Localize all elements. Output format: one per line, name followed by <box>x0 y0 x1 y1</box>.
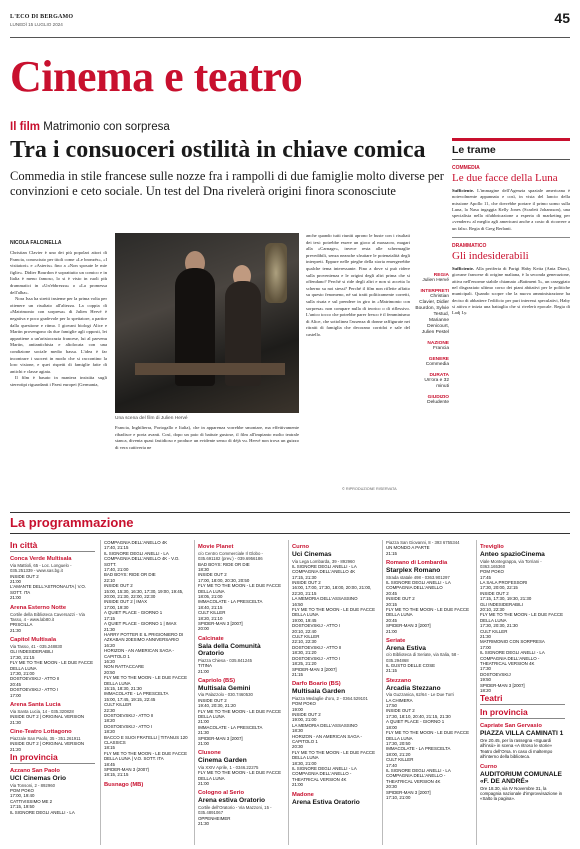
film-title: IL SIGNORE DEGLI ANELLI - LA COMPAGNIA DELL'ANELLO 4K - V.O. SOTT. <box>104 550 180 567</box>
info-value: Commedia <box>425 362 449 367</box>
info-label: GIUDIZIO <box>427 395 449 400</box>
info-label: REGIA <box>433 273 449 278</box>
venue-address: Piazza Medaglie d'oro, 2 - 0364.529101 <box>292 695 368 701</box>
film-title: CULT KILLER <box>480 628 508 634</box>
showtimes: 19:00, 19:45 <box>292 617 317 623</box>
film-title: OPPENHEIMER <box>198 815 231 821</box>
venue-address: Via Guzzanica, 62/64 - Le Due Torri <box>386 692 454 698</box>
film-title: HORIZON - AN AMERICAN SAGA - CAPITOLO 1 <box>104 648 175 659</box>
film-title: COMPAGNIA DELL'ANELLO 4K <box>104 540 168 545</box>
article-paragraph: Il film è basato in maniera insistita sugli stereotipi riguardanti i Paesi europei (Germania, <box>10 375 107 387</box>
venue-location: Calcinate <box>198 635 224 642</box>
photo-table <box>135 363 285 375</box>
listings-column <box>104 540 189 789</box>
venue-location: Capriolo (BS) <box>198 677 236 684</box>
film-title: SPIDER-MAN 3 [2007] <box>292 666 337 672</box>
venue-location: Clusone <box>198 750 221 757</box>
film-title: IMMACOLATE - LA PRESCELTA <box>104 691 169 697</box>
film-title: POM POKO <box>10 788 34 793</box>
venue-address: Via Lega Lombarda, 39 - 892960 <box>292 558 355 564</box>
venue-name: Multisala Garden <box>292 688 346 696</box>
venue-address: Via Tasso, 41 - 035.248830 <box>10 644 63 650</box>
film-title: CULT KILLER <box>198 610 226 616</box>
listings-column <box>198 540 283 826</box>
showtimes: 16:50 <box>292 601 303 607</box>
showtimes: 22:30 <box>104 707 115 713</box>
showtimes: 18:30, 21:00 <box>292 760 317 766</box>
film-title: INSIDE OUT 2 | ORIGINAL VERSION <box>10 714 85 720</box>
film-title: IL SIGNORE DEGLI ANELLI - LA COMPAGNIA DELL'ANELLO - THEATRICAL VERSION 4K <box>386 767 451 784</box>
showtimes: 18:15, 21:15 <box>104 772 129 778</box>
venue-address: Via XXIV Aprile, 1 - 0346.22275 <box>198 764 259 770</box>
showtimes: 21:30 <box>198 730 209 736</box>
showtimes: 17:30 <box>480 666 491 672</box>
column-separator <box>194 540 195 845</box>
showtimes: 17:45 <box>480 574 491 580</box>
showtimes: 21:00 <box>198 741 209 747</box>
plot-verdict: Sufficiente. <box>452 266 475 272</box>
venue-address: Via Tonsoni, 2 - 892960 <box>10 782 55 788</box>
film-title: SPIDER-MAN 3 [2007] <box>198 735 243 741</box>
showtimes: 17:30, 20:00, 22:15 <box>480 585 518 591</box>
plot-film-title: Le due facce della Luna <box>452 172 558 184</box>
article-paragraph: Nora Issa ha stretti insieme per la prima volta per ottenere un risultato all'altezza. La coppia di «Matrimonio con sorpresa» di Julien Hervé è negativa e poco gradevole per lo spettatore, a partire dalla questione e ritmo. I giovani biologi Alice e Martin provengono da due famiglie agli opposti, lei appartiene a un'aristocrazia francese, lui al parvenu Martin, antiantichista e altolocata con una condizione sociale medio bassa. L'idea è far incontrare i suoceri in modo che si raccontino la loro visione, e quei rispetti di famiglie fatte di antichi e classe agiata. <box>10 296 107 374</box>
film-title: IL SIGNORE DEGLI ANELLI - LA COMPAGNIA DELL'ANELLO - THEATRICAL VERSION 4K <box>480 650 545 666</box>
listings-column <box>386 540 471 800</box>
film-title: SPIDER-MAN 3 [2007] <box>480 682 525 688</box>
venue-address: Strada statale 498 - 0363.901297 <box>386 574 450 580</box>
film-title: IL SIGNORE DEGLI ANELLI - LA <box>10 809 75 815</box>
showtimes: 21:15 <box>292 671 303 677</box>
showtimes: 18:00 <box>386 724 397 730</box>
film-title: L'AMANTE DELL'ASTRONAUTA | V.O. SOTT. ITA <box>10 584 87 595</box>
showtimes: 17:40 <box>386 762 397 768</box>
showtimes: 21:00 <box>198 781 209 787</box>
venue-location: Darfo Boario (BS) <box>292 681 341 688</box>
showtimes: 20:45 <box>386 617 397 623</box>
venue-address: Viale Montegrappa, via Torriani - 0363.165360 <box>480 558 542 569</box>
film-title: IL SIGNORE DEGLI ANELLI - LA COMPAGNIA DELL'ANELLO - THEATRICAL VERSION 4K <box>292 766 357 782</box>
film-title: INSIDE OUT 2 | IMAX <box>104 599 148 605</box>
venue-location: Movie Planet <box>198 544 234 550</box>
showtimes: 17:30, 21:15 <box>10 654 35 660</box>
listings-header <box>10 512 570 534</box>
showtimes: 22:10 <box>104 577 115 583</box>
film-title: UN MONDO A PARTE <box>386 545 430 551</box>
showtimes: 17:30, 20:50 <box>386 740 411 746</box>
plots-title: Le trame <box>452 144 570 160</box>
showtimes: 17:15, 19:50 <box>10 804 35 810</box>
venue-address: Piazza Chiesa - 035.841245 <box>198 657 252 663</box>
venue-name: AUDITORIUM COMUNALE «F. DE ANDRÉ» <box>480 770 562 786</box>
showtimes: 19:50 <box>480 677 491 683</box>
info-label: NAZIONE <box>427 341 449 346</box>
film-title: A QUIET PLACE - GIORNO 1 <box>104 610 163 616</box>
film-title: INSIDE OUT 2 <box>10 573 39 579</box>
film-title: FLY ME TO THE MOON - LE DUE FACCE DELLA LUNA <box>292 607 376 618</box>
info-value: Christian Clavier, Didier Bourdon, Sylvie Testud, Marianne Denicourt, Julien Pestel <box>415 294 449 335</box>
film-title: DOSTOEVSKIJ - ATTO I <box>292 655 341 661</box>
plot-verdict: Sufficiente. <box>452 188 475 193</box>
venue-location: Arena Esterno Notte <box>10 604 67 611</box>
venue-name: Uci Cinemas <box>292 551 332 558</box>
film-title: FLY ME TO THE MOON - LE DUE FACCE DELLA LUNA <box>386 606 470 618</box>
showtimes: 17:50 <box>386 703 397 709</box>
film-title: POM POKO <box>480 569 504 575</box>
showtimes: 20:15 <box>386 601 397 607</box>
showtimes: 20:10, 22:40 <box>292 628 317 634</box>
venue-location: Curno <box>480 763 498 770</box>
plot-film-title: Gli indesiderabili <box>452 250 529 263</box>
venue-name: Cinema Garden <box>198 757 247 765</box>
venue-location: Busnago (MB) <box>104 781 144 788</box>
venue-address: Piazza San Giovanni, 8 - 393 6755344 <box>386 540 460 545</box>
film-title: INSIDE OUT 2 <box>104 583 133 589</box>
showtimes: 20:45 <box>386 590 397 596</box>
showtimes: 17:30, 18:10, 20:40, 21:15, 21:30 <box>386 713 451 719</box>
venue-address: Via Santa Lucia, 14 - 035.320828 <box>10 708 74 714</box>
film-title: Ore 18.30, via IV Novembre 31, la compagnia nazionale d'improvvisazione in «Salto la pagina». <box>480 785 563 802</box>
film-title: TITINA <box>198 663 212 669</box>
showtimes: 17:00, 19:40 <box>10 793 35 799</box>
article-column-2: Francia, Inghilterra, Portogallo e Italia), che in apparenza vorrebbe smontare, ma effettivamente ribadisce e porta avanti. Così, dopo un paio di battute gustose, il film all'impianto molto teatrale stanca, diventa quasi fastidioso e produce un evidente senso di déjà vu. Hervé non trova un guizzo di vera cattiveria ne <box>115 425 299 450</box>
film-title: INSIDE OUT 2 | ORIGINAL VERSION <box>10 741 85 747</box>
film-title: CULT KILLER <box>386 757 414 763</box>
area-heading: In provincia <box>480 707 565 719</box>
venue-address: c/o Biblioteca di Seriate, via Italia, 58 - 035.294868 <box>386 652 459 663</box>
showtimes: 18:05, 21:00 <box>198 594 223 600</box>
showtimes: 19:00, 21:00 <box>292 717 317 723</box>
showtimes: 16:20 <box>104 658 115 664</box>
showtimes: 15:00, 15:30, 16:30, 17:30, 19:00, 19:45, 20:00, 21:30, 22:00, 22:30 <box>104 588 184 600</box>
venue-address: c/o Centro Commerciale Il Globo - 035.691182 (prev.) - 039.6956186 <box>198 551 263 562</box>
venue-location: Treviglio <box>480 544 504 550</box>
showtimes: 17:30, 21:00 <box>10 670 35 676</box>
info-label: DURATA <box>429 373 449 378</box>
column-separator <box>100 540 101 845</box>
rubric-text: Matrimonio con sorpresa <box>43 121 170 133</box>
film-title: LA SALA PROFESSORI <box>480 579 528 585</box>
page-number: 45 <box>554 10 570 26</box>
film-title: SPIDER-MAN 3 [2007] <box>386 789 431 795</box>
showtimes: 19:00 <box>292 706 303 712</box>
showtimes: 19:40, 20:30, 21:20 <box>198 703 236 709</box>
plot-body: Alla periferia di Parigi Haby Keita (Anta Diaw), giovane francese di origine maliana, è la seconda generazione, attiva nell'enorme stabile chiamato «Batiment 5», un caseggiato nel disgraziato ultimo corso dei piani abitativi per le politiche municipali. Quando scopre che la nuova amministrazione ha deciso di abbattere l'edificio per puri interessi speculativi, Haby si attiva e inizia una battaglia che si rivelerà epocale. Regia di Ladj Ly. <box>452 266 570 316</box>
showtimes: 21:00 <box>386 628 397 634</box>
film-title: FLY ME TO THE MOON - LE DUE FACCE DELLA LUNA <box>480 612 564 623</box>
film-title: SPIDER-MAN 3 [2007] <box>198 621 243 627</box>
photo-lamp <box>265 243 287 303</box>
showtimes: 21:00 <box>198 668 209 674</box>
venue-address: Piazzale San Paolo, 35 - 351.261911 <box>10 736 81 742</box>
film-title: INSIDE OUT 2 <box>198 697 227 703</box>
masthead <box>10 8 570 38</box>
film-title: INSIDE OUT 2 <box>292 711 321 717</box>
showtimes: 17:40, 21:15 <box>104 545 129 551</box>
venue-name: Arena Estiva Oratorio <box>292 798 360 806</box>
film-title: MATRIMONIO CON SORPRESA <box>480 639 545 645</box>
showtimes: 21:20 <box>10 746 21 752</box>
film-title: INSIDE OUT 2 <box>386 708 415 714</box>
showtimes: 21:00 <box>198 719 209 725</box>
showtimes: 18:30 <box>198 567 209 572</box>
film-title: BAD BOYS: RIDE OR DIE <box>104 572 156 578</box>
showtimes: 21:30 <box>198 820 209 826</box>
venue-location: Stezzano <box>386 677 412 684</box>
film-title: DOSTOEVSKIJ - ATTO I <box>104 723 153 729</box>
showtimes: 21:15 <box>386 550 397 556</box>
venue-location: Conca Verde Multisala <box>10 556 72 562</box>
showtimes: 16:20 <box>104 642 115 648</box>
plots-sidebar <box>452 138 570 316</box>
plot-body: L'immagine dell'Agenzia spaziale americana è notevolmente appannata e così, in vista del lancio della missione Apollo 11, che dovrebbe portare il primo uomo sulla Luna, la Nasa ingaggia Kelly Jones (Scarlett Johansson), una specialista nella rifabbricazione a esperta di marketing per «vendere» al meglio agli americani anche a costo di ricorrere a un falso. Regia di Greg Berlanti. <box>452 188 570 231</box>
showtimes: 17:00, 19:30 <box>104 604 129 610</box>
film-title: DOSTOEVSKIJ <box>480 671 511 677</box>
film-title: INSIDE OUT 2 <box>292 580 321 586</box>
venue-location: Azzano San Paolo <box>10 768 60 775</box>
film-title: A QUIET PLACE - GIORNO 1 <box>386 719 445 725</box>
showtimes: 22:10, 22:30 <box>292 639 317 645</box>
venue-location: Madone <box>292 791 314 798</box>
showtimes: 17:15 <box>104 615 115 621</box>
column-separator <box>382 540 383 845</box>
venue-name: Arena Estiva <box>386 644 426 652</box>
venue-name: Starplex Romano <box>386 567 441 575</box>
film-title: SPIDER-MAN 3 [2007] <box>386 623 431 629</box>
showtimes: 21:30 <box>104 626 115 632</box>
article-column-1 <box>10 250 107 388</box>
showtimes: 18:20 <box>480 688 491 694</box>
area-heading: Teatri <box>480 693 565 705</box>
showtimes: 17:15, 17:30, 19:30, 21:30 <box>480 596 532 602</box>
venue-location: Capriate San Gervasio <box>480 723 542 730</box>
film-title: NON RATTACCARE <box>104 664 145 670</box>
showtimes: 20:50 <box>104 669 115 675</box>
film-title: FLY ME TO THE MOON - LE DUE FACCE DELLA LUNA <box>292 749 376 761</box>
film-title: GLI INDESIDERABILI <box>480 601 523 607</box>
film-title: FLY ME TO THE MOON - LE DUE FACCE DELLA LUNA <box>198 770 282 781</box>
rubric <box>10 121 170 133</box>
film-title: HORIZON - AN AMERICAN SAGA - CAPITOLO 1 <box>292 733 363 744</box>
showtimes: 16:00, 17:00, 17:30, 18:00, 20:00, 21:00, 22:20, 21:15 <box>292 585 372 596</box>
showtimes: 15:00, 17:45, 19:15, 22:45 <box>104 696 156 702</box>
film-title: FLY ME TO THE MOON - LE DUE FACCE DELLA LUNA <box>198 583 282 594</box>
showtimes: 17:00 <box>480 644 491 650</box>
divider <box>452 237 570 238</box>
film-title: HARRY POTTER E IL PRIGIONIERO DI AZKABAN 20ESIMO ANNIVERSARIO <box>104 631 184 643</box>
venue-name: Arcadia Stezzano <box>386 684 441 692</box>
paper-date: LUNEDÌ 15 LUGLIO 2024 <box>10 22 63 27</box>
venue-address: Via Palazzolo - 030.7460530 <box>198 692 253 698</box>
film-title: IMMACOLATE - LA PRESCELTA <box>198 724 263 730</box>
film-title: IL SIGNORE DEGLI ANELLI - LA COMPAGNIA DELL'ANELLO <box>386 579 451 591</box>
film-title: POM POKO <box>292 701 316 707</box>
film-title: CULT KILLER <box>292 634 320 640</box>
venue-location: Cine-Teatro Lottagono <box>10 729 72 736</box>
showtimes: 20:00 <box>198 626 209 632</box>
film-title: Ore 20.45, per la rassegna «Sguardi all'insù» in scena «A ritroso le storie» Teatro dell'Orsa. In caso di maltempo all'interno della biblioteca. <box>480 737 553 760</box>
info-label: GENERE <box>428 357 449 362</box>
venue-name: Anteo spazioCinema <box>480 551 545 558</box>
venue-name: UCI Cinemas Orio <box>10 775 67 783</box>
film-info-box <box>415 268 449 406</box>
info-value: Julien Hervé <box>422 278 449 283</box>
film-title: INSIDE OUT 2 <box>480 590 509 596</box>
showtimes: 20:30 <box>292 744 303 750</box>
listings-column <box>292 540 377 806</box>
showtimes: 18:30 <box>292 728 303 734</box>
info-value: Un'ora e 32 minuti <box>424 378 449 389</box>
plot-text <box>452 266 570 316</box>
showtimes: 17:00, 18:00, 20:30, 20:50 <box>198 577 250 583</box>
rubric-kicker: Il film <box>10 121 41 133</box>
photo-caption: Una scena del film di Julien Hervé <box>115 416 188 421</box>
film-title: SPIDER-MAN 3 (2007) <box>104 767 150 773</box>
showtimes: 21:15 <box>386 668 397 674</box>
venue-address: Cortile dell'Oratorio - Via Mazzoni, 15 - 035.4891067 <box>198 804 272 816</box>
showtimes: 20:10, 22:30 <box>480 606 505 612</box>
film-still-photo <box>115 233 299 413</box>
film-title: LA MEMORIA DELL'ASSASSINO <box>292 722 358 728</box>
film-title: BACCO E SUOI FRATELLI | TITANUS 120 CLASSICS <box>104 734 188 746</box>
headline: Tra i consuoceri ostilità in chiave comica <box>10 137 426 163</box>
venue-name: Arena estiva Oratorio <box>198 797 266 805</box>
section-title: Cinema e teatro <box>10 52 303 101</box>
film-title: LA MEMORIA DELL'ASSASSINO <box>292 596 358 602</box>
column-separator <box>288 540 289 845</box>
showtimes: 21:00 <box>292 782 303 788</box>
showtimes: 18:15 <box>104 745 115 751</box>
listings-title: La programmazione <box>10 515 134 530</box>
showtimes: 18:25, 21:20 <box>292 661 317 667</box>
showtimes: 21:00 <box>10 595 21 601</box>
venue-name: PIAZZA VILLA CAMINATI 1 <box>480 730 564 738</box>
article-column-3: anche quando tutti riuniti aprono le buste con i risultati dei test: potrebbe essere un gioco al massacro, magari alla «Carnage», invece resta alle schermaglie prevedibili, senza neanche sfruttare le potenzialità degli interpreti. Eppure nelle pieghe della storia emergerebbe qualche tema interessante. Fino a dove si può ridere sulla provenienza e le origini degli altri prima che si offendano? Perché si ride degli altri e non si accetta lo scherno su noi stessi? Perché il film non riflette affatto su questo fenomeno, né sui tratti politicamente corretti, sulla risata e sul prendere in giro in «Matrimonio con sorpresa» non compare nulla di teorico o di riflessivo. L'unico tocco che potrebbe parer fresco è il femminismo di Alice, che sottolinea l'assenza di donne raffigurate nei ritratti di famiglia che decorano corridoi e sale del castello. <box>306 233 410 337</box>
venue-name: Sala della Comunità Oratorio <box>198 642 261 658</box>
showtimes: 17:00 <box>10 692 21 698</box>
area-heading: In provincia <box>10 752 95 764</box>
standfirst: Commedia in stile francese sulle nozze fra i rampolli di due famiglie molto diverse per convinzioni e ceto sociale. Un test del Dna rivelerà origini finora sconosciute <box>10 169 444 199</box>
showtimes: 18:40, 21:15 <box>198 604 223 610</box>
film-title: DOSTOEVSKIJ - ATTO II <box>10 676 60 682</box>
venue-location: Seriate <box>386 637 406 644</box>
film-title: FLY ME TO THE MOON - LE DUE FACCE DELLA LUNA | V.O. SOTT. ITA <box>104 750 188 762</box>
showtimes: 20:45 <box>10 681 21 687</box>
film-title: GLI INDESIDERABILI <box>10 649 53 655</box>
genre-label: DRAMMATICO <box>452 243 487 250</box>
film-title: LA CHIMERA <box>386 697 413 703</box>
film-title: CATTIVISSIMO ME 2 <box>10 798 53 804</box>
info-value: Francia <box>433 346 449 351</box>
film-title: DOSTOEVSKIJ - ATTO I <box>292 623 341 629</box>
copyright-note: © RIPRODUZIONE RISERVATA <box>342 487 397 491</box>
film-title: DOSTOEVSKIJ - ATTO I <box>10 687 59 693</box>
venue-address: Via Mattioli, 65 - Loc. Longuelo - 035.251339 - www.sas.bg.it <box>10 563 72 574</box>
film-title: IMMACOLATE - LA PRESCELTA <box>386 746 451 752</box>
listings-column <box>480 540 565 802</box>
film-title: INSIDE OUT 2 <box>198 572 227 578</box>
venue-location: Romano di Lombardia <box>386 560 448 567</box>
showtimes: 21:30 <box>10 627 21 633</box>
film-title: IMMACOLATE - LA PRESCELTA <box>198 599 263 605</box>
paper-name: L'ECO DI BERGAMO <box>10 14 74 20</box>
info-label: INTERPRETI <box>420 289 449 294</box>
film-title: DOSTOEVSKIJ - ATTO II <box>292 644 342 650</box>
film-title: PRISCILLA <box>10 622 33 628</box>
column-separator <box>476 540 477 845</box>
venue-location: Arena Santa Lucia <box>10 701 61 708</box>
showtimes: 17:15, 21:30 <box>292 574 317 580</box>
listings-column <box>10 540 95 815</box>
film-title: INSIDE OUT 2 <box>386 596 415 602</box>
film-title: FLY ME TO THE MOON - LE DUE FACCE DELLA LUNA <box>104 675 188 686</box>
film-title: CULT KILLER <box>104 702 132 708</box>
film-title: IL SIGNORE DEGLI ANELLI - LA COMPAGNIA DELL'ANELLO 4K <box>292 563 357 575</box>
byline: NICOLA FALCINELLA <box>10 240 62 246</box>
film-title: IL GUSTO DELLE COSE <box>386 663 436 669</box>
film-title: DOSTOEVSKIJ - ATTO II <box>104 713 154 718</box>
showtimes: 18:20, 21:10 <box>198 615 223 621</box>
showtimes: 18:20 <box>104 718 115 724</box>
article-paragraph: Christian Clavier è uno dei più popolari attori di Francia, conosciuto per titoli come «Le bronzés», «I visitatori» e «Asterix» fino a «Non sposate le mie figlie». Didier Bourdon è soprattutto un comico e in Italia è meno famoso, lo si è visto in ruoli più drammatici in «Un'ebbrezza» o «La promessa dell'alba». <box>10 250 107 295</box>
film-title: FLY ME TO THE MOON - LE DUE FACCE DELLA LUNA <box>10 660 94 671</box>
venue-name: Multisala Gemini <box>198 684 251 692</box>
showtimes: 17:40, 21:00 <box>104 567 129 573</box>
venue-location: Curno <box>292 544 310 550</box>
showtimes: 17:10, 21:00 <box>386 794 411 800</box>
venue-location: Cologno al Serio <box>198 790 245 797</box>
showtimes: 17:30, 20:30, 21:30 <box>480 623 518 629</box>
film-title: FLY ME TO THE MOON - LE DUE FACCE DELLA LUNA <box>386 730 470 741</box>
film-title: A QUIET PLACE - GIORNO 1 | IMAX <box>104 621 177 627</box>
showtimes: 21:00 <box>10 579 21 584</box>
showtimes: 18:20 <box>104 729 115 735</box>
area-heading: In città <box>10 540 95 552</box>
info-value: Deludente <box>427 400 449 405</box>
showtimes: 18:30, 21:20 <box>292 650 317 656</box>
film-title: FLY ME TO THE MOON - LE DUE FACCE DELLA LUNA <box>198 708 282 719</box>
showtimes: 20:30 <box>386 784 397 790</box>
showtimes: 21:30 <box>480 633 491 639</box>
plot-text <box>452 188 570 232</box>
showtimes: 18:00, 21:20 <box>386 751 411 757</box>
showtimes: 21:30 <box>10 719 21 725</box>
venue-location: Capitol Multisala <box>10 637 57 644</box>
showtimes: 15:15, 18:30, 21:30 <box>104 685 142 691</box>
venue-address: Cortile della Biblioteca Caversazzi - Via Tasso, 4 - www.lab80.it <box>10 611 85 622</box>
genre-label: COMMEDIA <box>452 165 480 171</box>
showtimes: 18:45 <box>104 761 115 767</box>
film-title: BAD BOYS: RIDE OR DIE <box>198 561 250 567</box>
